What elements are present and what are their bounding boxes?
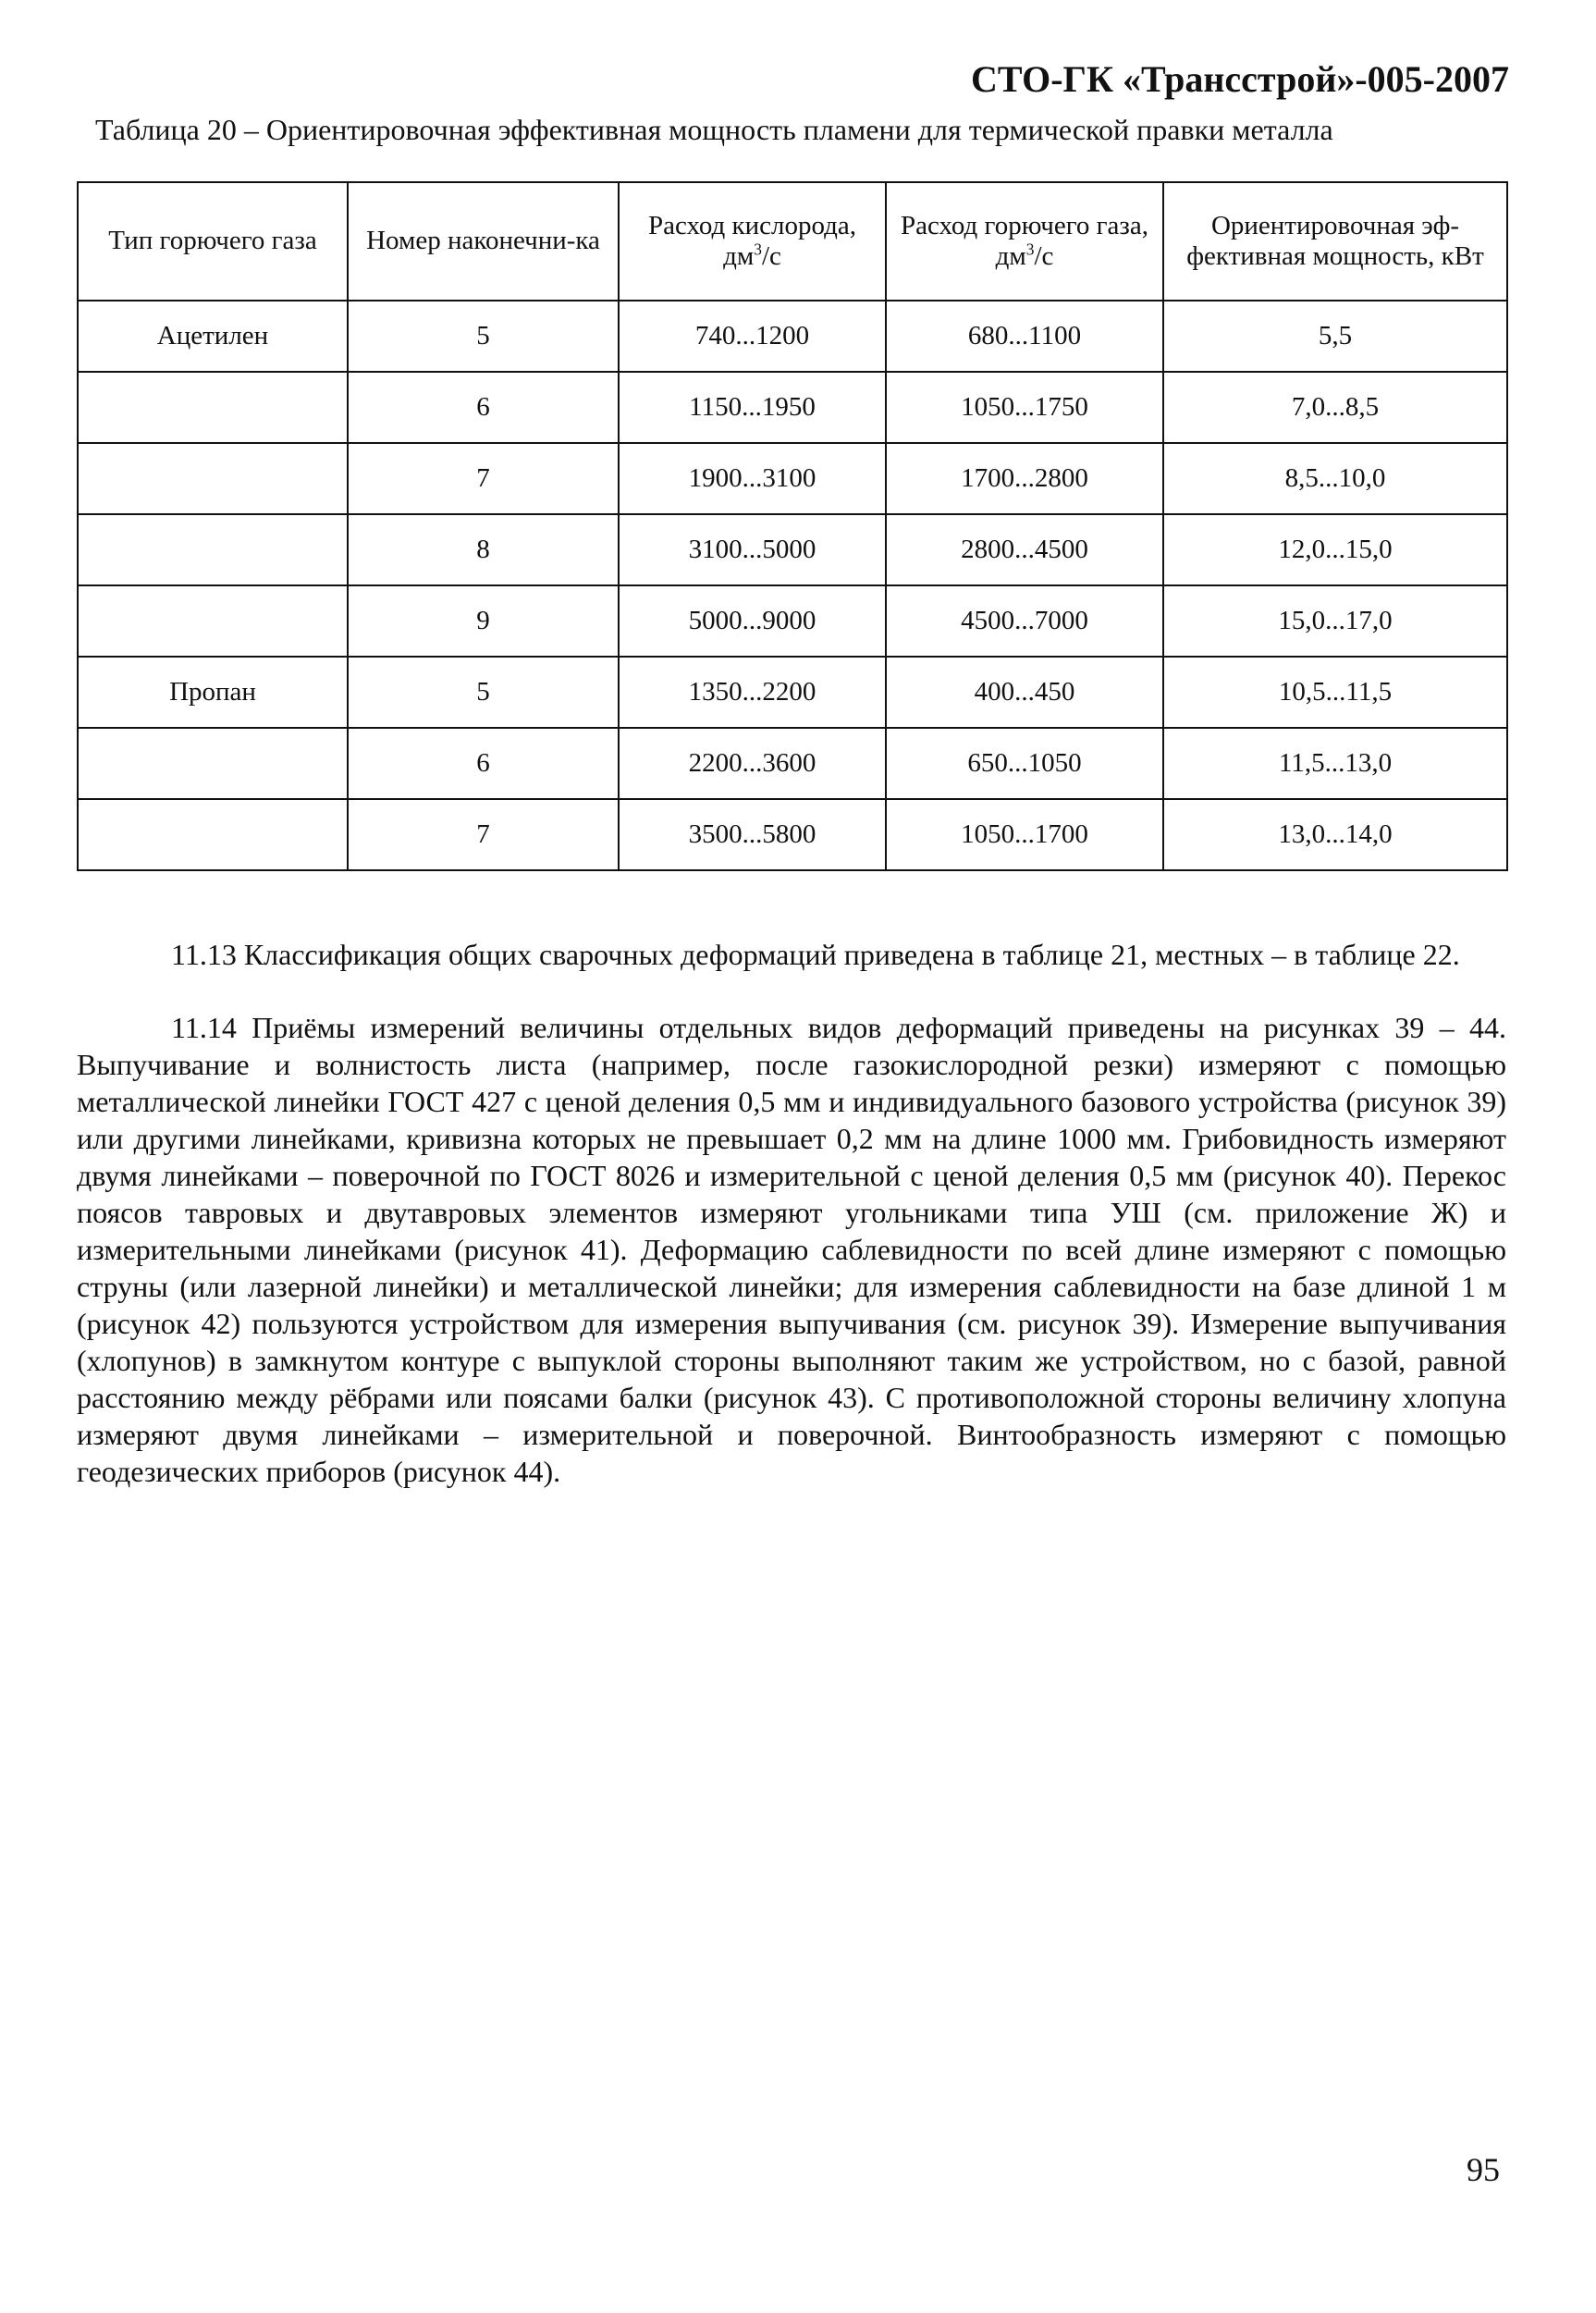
cell-fuel: 650...1050 <box>886 728 1163 799</box>
cell-power: 11,5...13,0 <box>1163 728 1507 799</box>
cell-tip: 6 <box>348 372 619 443</box>
cell-oxygen: 1350...2200 <box>619 657 886 728</box>
cell-gas <box>78 443 348 514</box>
document-code: СТО-ГК «Трансстрой»-005-2007 <box>971 58 1509 100</box>
cell-gas <box>78 585 348 657</box>
cell-gas <box>78 799 348 870</box>
cell-tip: 7 <box>348 799 619 870</box>
cell-power: 5,5 <box>1163 301 1507 372</box>
cell-fuel: 680...1100 <box>886 301 1163 372</box>
cell-gas <box>78 372 348 443</box>
cell-gas <box>78 514 348 585</box>
table-caption: Таблица 20 – Ориентировочная эффективная мощность пламени для термической правки металла <box>95 113 1333 146</box>
cell-tip: 6 <box>348 728 619 799</box>
table-row <box>78 514 1507 585</box>
cell-tip: 9 <box>348 585 619 657</box>
table-row <box>78 301 1507 372</box>
cell-power: 8,5...10,0 <box>1163 443 1507 514</box>
header-gas-type: Тип горючего газа <box>78 182 348 301</box>
table-row <box>78 372 1507 443</box>
table-row <box>78 657 1507 728</box>
cell-oxygen: 740...1200 <box>619 301 886 372</box>
cell-power: 15,0...17,0 <box>1163 585 1507 657</box>
header-tip-number: Номер наконечни-ка <box>348 182 619 301</box>
cell-fuel: 400...450 <box>886 657 1163 728</box>
cell-gas: Ацетилен <box>78 301 348 372</box>
flame-power-table <box>77 181 1508 871</box>
cell-oxygen: 3100...5000 <box>619 514 886 585</box>
header-fuel-flow: Расход горючего газа, $дм^3/с$ <box>886 182 1163 301</box>
cell-fuel: 4500...7000 <box>886 585 1163 657</box>
cell-power: 13,0...14,0 <box>1163 799 1507 870</box>
cell-gas: Пропан <box>78 657 348 728</box>
header-oxygen-flow: Расход кислорода, $дм^3/с$ <box>619 182 886 301</box>
cell-oxygen: 2200...3600 <box>619 728 886 799</box>
cell-oxygen: 5000...9000 <box>619 585 886 657</box>
cell-fuel: 2800...4500 <box>886 514 1163 585</box>
cell-power: 7,0...8,5 <box>1163 372 1507 443</box>
table-row <box>78 443 1507 514</box>
table-row <box>78 585 1507 657</box>
paragraph-11-14: 11.14 Приёмы измерений величины отдельных видов деформаций приведены на рисунках 39 – 44. Выпучивание и волнистость листа (например, после газокислородной резки) измеряют с помощью металлической линейки ГОСТ 427 с ценой деления 0,5 мм и индивидуального базового устройства (рисунок 39) или другими линейками, кривизна которых не превышает 0,2 мм на длине 1000 мм. Грибовидность измеряют двумя линейками – поверочной по ГОСТ 8026 и измерительной с ценой деления 0,5 мм (рисунок 40). Перекос поясов тавровых и двутавровых элементов измеряют угольниками типа УШ (см. приложение Ж) и измерительными линейками (рисунок 41). Деформацию саблевидности по всей длине измеряют с помощью струны (или лазерной линейки) и металлической линейки; для измерения саблевидности на базе длиной 1 м (рисунок 42) пользуются устройством для измерения выпучивания (см. рисунок 39). Измерение выпучивания (хлопунов) в замкнутом контуре с выпуклой стороны выполняют таким же устройством, но с базой, равной расстоянию между рёбрами или поясами балки (рисунок 43). С противоположной стороны величину хлопуна измеряют двумя линейками – измерительной и поверочной. Винтообразность измеряют с помощью геодезических приборов (рисунок 44). <box>77 1011 1506 1488</box>
cell-tip: 7 <box>348 443 619 514</box>
page-number: 95 <box>1467 2151 1500 2188</box>
cell-fuel: 1700...2800 <box>886 443 1163 514</box>
cell-oxygen: 1900...3100 <box>619 443 886 514</box>
cell-fuel: 1050...1750 <box>886 372 1163 443</box>
header-power: Ориентировочная эф-фективная мощность, кВт <box>1163 182 1507 301</box>
table-header-row <box>78 182 1507 301</box>
cell-oxygen: 1150...1950 <box>619 372 886 443</box>
cell-tip: 5 <box>348 301 619 372</box>
cell-fuel: 1050...1700 <box>886 799 1163 870</box>
paragraph-11-13: 11.13 Классификация общих сварочных деформаций приведена в таблице 21, местных – в таблице 22. <box>171 938 1460 971</box>
cell-power: 10,5...11,5 <box>1163 657 1507 728</box>
table-row <box>78 728 1507 799</box>
table-row <box>78 799 1507 870</box>
cell-power: 12,0...15,0 <box>1163 514 1507 585</box>
cell-tip: 8 <box>348 514 619 585</box>
cell-oxygen: 3500...5800 <box>619 799 886 870</box>
cell-tip: 5 <box>348 657 619 728</box>
cell-gas <box>78 728 348 799</box>
